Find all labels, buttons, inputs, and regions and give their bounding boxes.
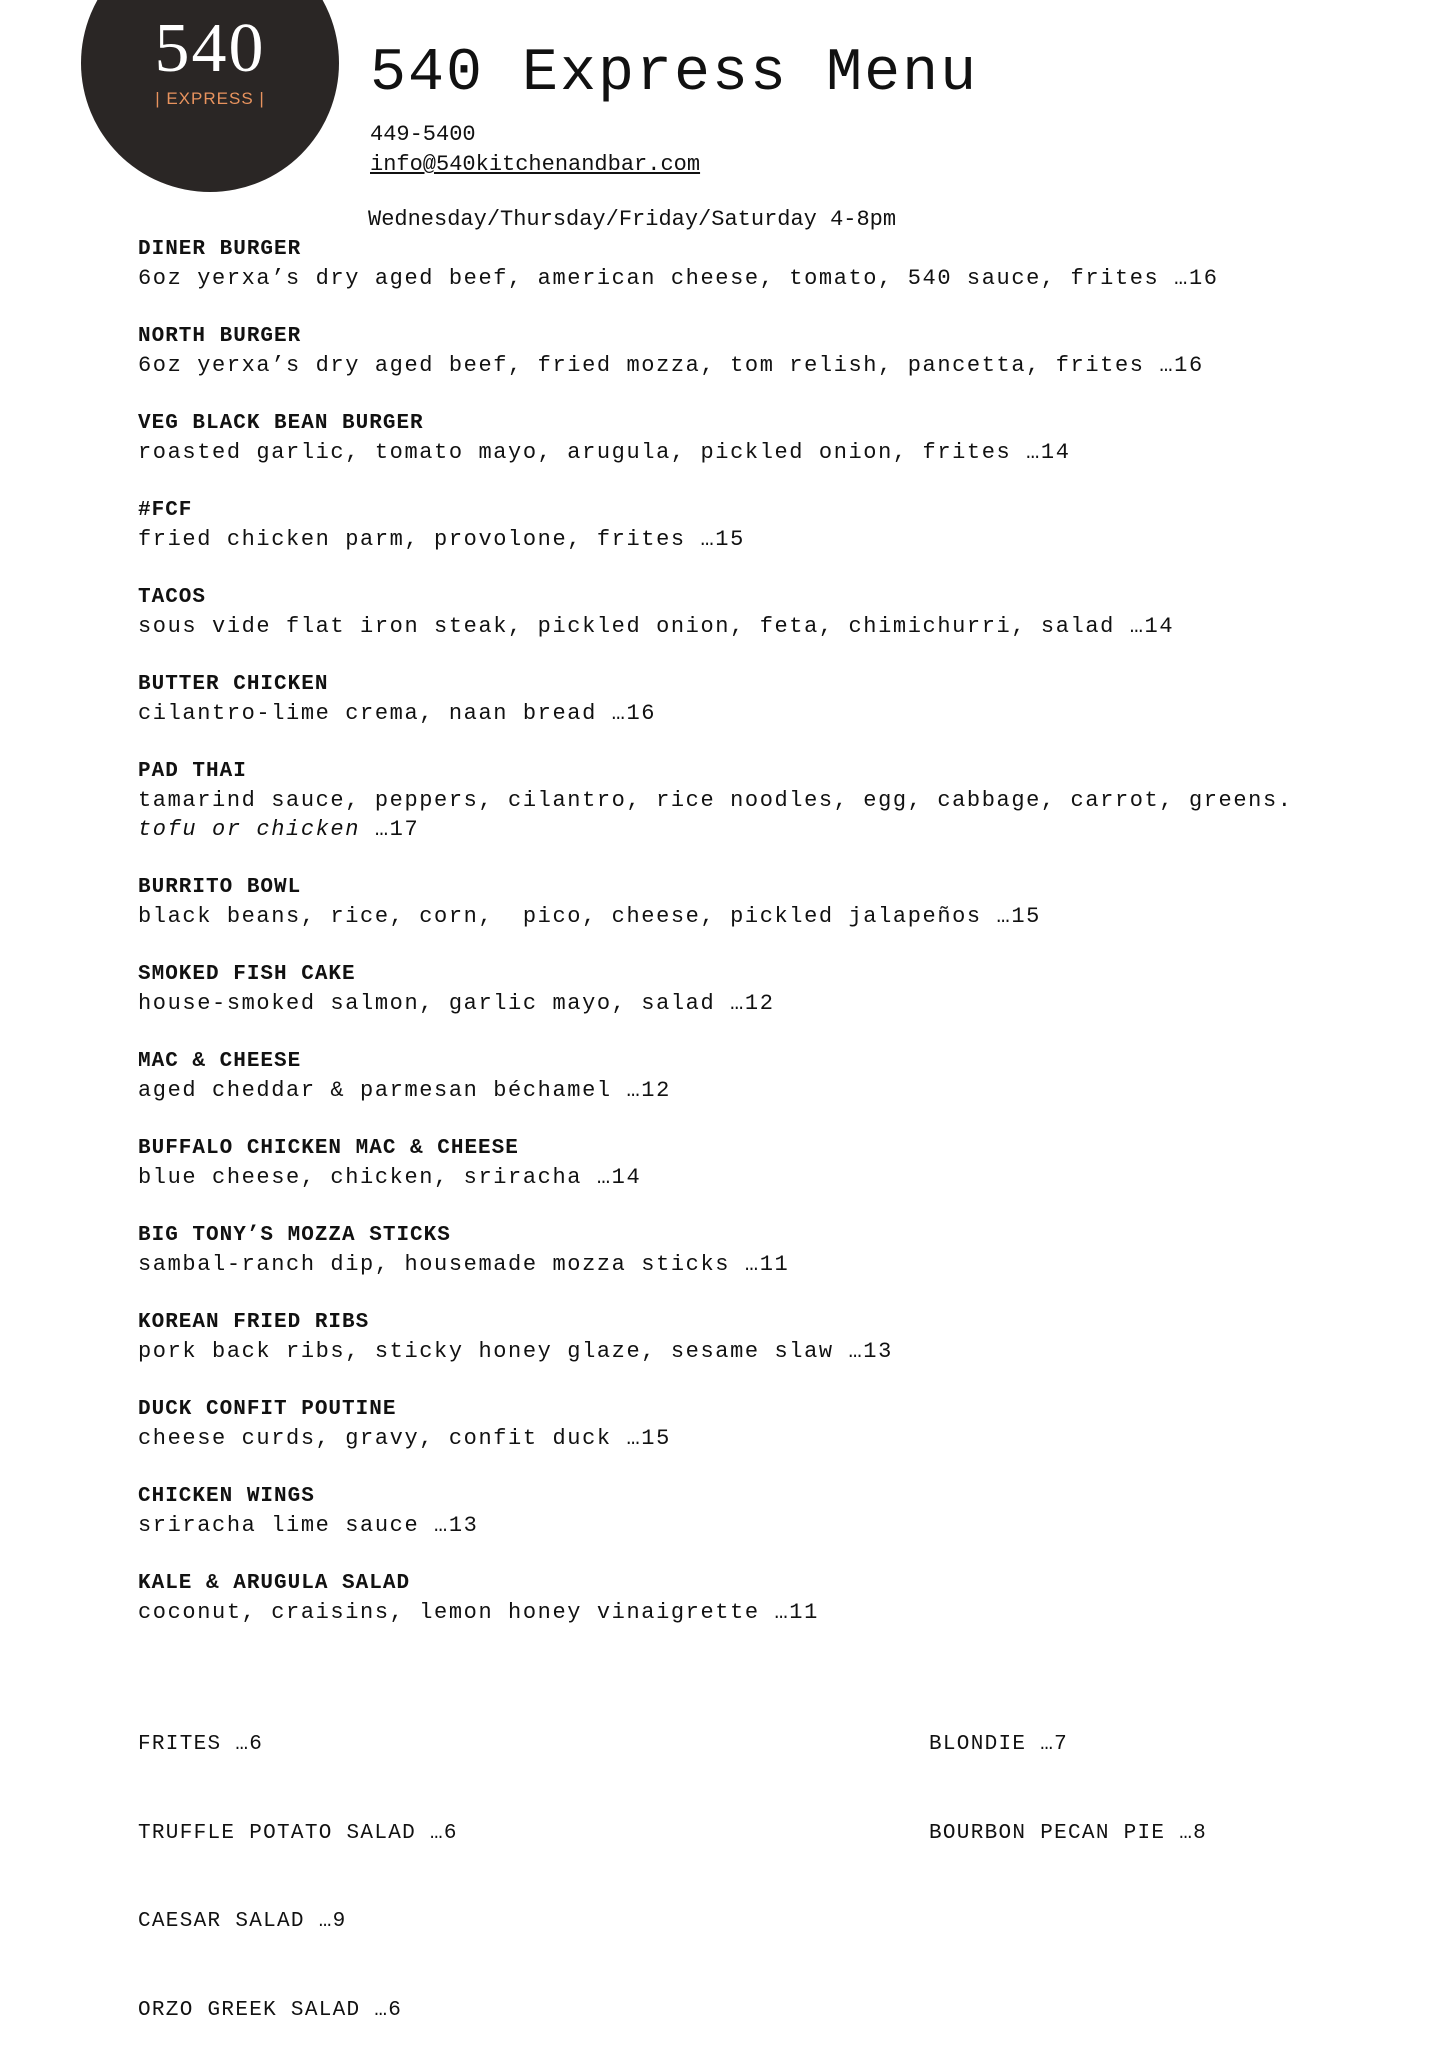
menu-item-name: KALE & ARUGULA SALAD xyxy=(138,1572,411,1595)
menu-item-name: BIG TONY’S MOZZA STICKS xyxy=(138,1224,451,1247)
restaurant-logo xyxy=(81,0,339,192)
dessert-item: BOURBON PECAN PIE …8 xyxy=(929,1821,1208,1845)
menu-item xyxy=(138,873,1398,931)
logo-number: 540 xyxy=(154,10,266,87)
menu-items-list xyxy=(138,235,1398,1656)
side-item: FRITES …6 xyxy=(138,1733,264,1756)
menu-item xyxy=(138,1047,1398,1105)
menu-item-name: VEG BLACK BEAN BURGER xyxy=(138,412,424,435)
menu-title: 540 Express Menu xyxy=(370,40,979,108)
menu-item-name: DINER BURGER xyxy=(138,238,302,261)
menu-item-name: BUTTER CHICKEN xyxy=(138,673,329,696)
menu-item xyxy=(138,1482,1398,1540)
menu-item xyxy=(138,757,1398,844)
sides-list xyxy=(138,1671,458,2055)
menu-item-name: CHICKEN WINGS xyxy=(138,1485,315,1508)
menu-item xyxy=(138,1308,1398,1366)
menu-item-name: KOREAN FRIED RIBS xyxy=(138,1311,370,1334)
opening-hours: Wednesday/Thursday/Friday/Saturday 4-8pm xyxy=(368,207,897,232)
side-item: ORZO GREEK SALAD …6 xyxy=(138,1998,403,2022)
menu-item-price: …17 xyxy=(360,817,420,842)
side-item: TRUFFLE POTATO SALAD …6 xyxy=(138,1821,458,1845)
menu-item-name: SMOKED FISH CAKE xyxy=(138,963,356,986)
menu-item-description: cheese curds, gravy, confit duck …15 xyxy=(138,1426,671,1451)
menu-item xyxy=(138,1134,1398,1192)
menu-item xyxy=(138,322,1398,380)
menu-item xyxy=(138,1569,1398,1627)
menu-item-option-line xyxy=(138,815,1398,844)
menu-item-name: BUFFALO CHICKEN MAC & CHEESE xyxy=(138,1137,519,1160)
menu-item-description: 6oz yerxa’s dry aged beef, american cheese, tomato, 540 sauce, frites …16 xyxy=(138,266,1219,291)
logo-subtitle: | EXPRESS | xyxy=(155,89,265,108)
menu-item-name: MAC & CHEESE xyxy=(138,1050,302,1073)
menu-item-description: sriracha lime sauce …13 xyxy=(138,1513,479,1538)
menu-item-name: BURRITO BOWL xyxy=(138,876,302,899)
menu-item-name: #FCF xyxy=(138,499,193,522)
menu-item-description: black beans, rice, corn, pico, cheese, pickled jalapeños …15 xyxy=(138,904,1041,929)
menu-item xyxy=(138,583,1398,641)
menu-item xyxy=(138,960,1398,1018)
menu-item-description: pork back ribs, sticky honey glaze, sesame slaw …13 xyxy=(138,1339,893,1364)
menu-item xyxy=(138,235,1398,293)
menu-item-description: aged cheddar & parmesan béchamel …12 xyxy=(138,1078,671,1103)
desserts-list xyxy=(929,1671,1207,1878)
menu-item-description: 6oz yerxa’s dry aged beef, fried mozza, tom relish, pancetta, frites …16 xyxy=(138,353,1204,378)
menu-item-name: PAD THAI xyxy=(138,760,247,783)
menu-item-description: sous vide flat iron steak, pickled onion, feta, chimichurri, salad …14 xyxy=(138,614,1175,639)
menu-item-description: tamarind sauce, peppers, cilantro, rice noodles, egg, cabbage, carrot, greens. xyxy=(138,788,1293,813)
menu-item-description: fried chicken parm, provolone, frites …15 xyxy=(138,527,745,552)
phone-number: 449-5400 xyxy=(370,122,476,147)
dessert-item: BLONDIE …7 xyxy=(929,1733,1069,1756)
menu-item xyxy=(138,1395,1398,1453)
contact-info xyxy=(370,120,700,180)
menu-item-name: TACOS xyxy=(138,586,207,609)
menu-item-description: cilantro-lime crema, naan bread …16 xyxy=(138,701,657,726)
menu-item xyxy=(138,409,1398,467)
menu-item-description: house-smoked salmon, garlic mayo, salad …12 xyxy=(138,991,775,1016)
menu-item-name: NORTH BURGER xyxy=(138,325,302,348)
menu-item-option: tofu or chicken xyxy=(138,817,361,842)
menu-item xyxy=(138,1221,1398,1279)
menu-item-description: blue cheese, chicken, sriracha …14 xyxy=(138,1165,642,1190)
menu-item-description: coconut, craisins, lemon honey vinaigrette …11 xyxy=(138,1600,819,1625)
menu-item-description: roasted garlic, tomato mayo, arugula, pickled onion, frites …14 xyxy=(138,440,1071,465)
menu-item xyxy=(138,670,1398,728)
email-link[interactable]: info@540kitchenandbar.com xyxy=(370,152,701,177)
side-item: CAESAR SALAD …9 xyxy=(138,1910,347,1933)
menu-item-description: sambal-ranch dip, housemade mozza sticks …11 xyxy=(138,1252,790,1277)
menu-item xyxy=(138,496,1398,554)
menu-item-name: DUCK CONFIT POUTINE xyxy=(138,1398,397,1421)
